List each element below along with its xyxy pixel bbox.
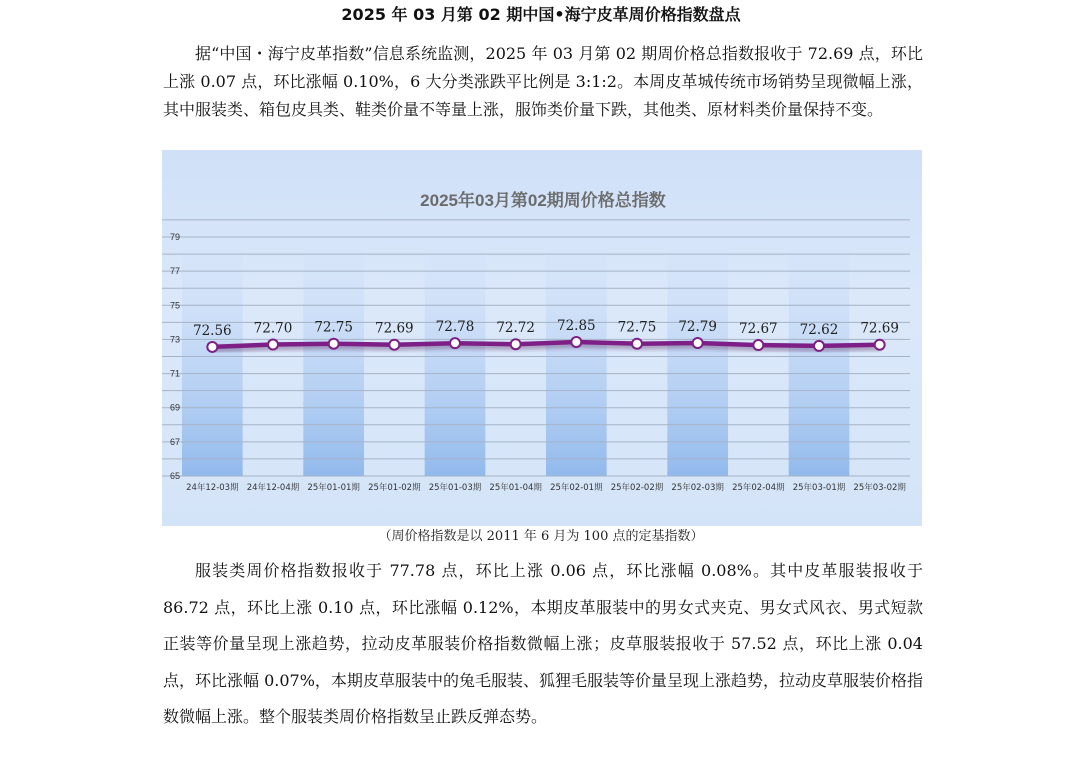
data-point xyxy=(753,340,763,350)
data-label: 72.85 xyxy=(557,317,596,334)
data-label: 72.72 xyxy=(496,320,535,337)
data-label: 72.69 xyxy=(375,320,414,337)
data-label: 72.67 xyxy=(739,321,778,338)
chart-svg xyxy=(162,150,922,526)
x-tick-label: 24年12-03期 xyxy=(186,483,239,493)
x-tick-label: 25年01-01期 xyxy=(307,483,360,493)
data-label: 72.75 xyxy=(617,319,657,336)
chart-caption: （周价格指数是以 2011 年 6 月为 100 点的定基指数） xyxy=(378,529,704,544)
data-point xyxy=(571,337,581,347)
x-tick-label: 25年02-01期 xyxy=(550,483,603,493)
x-tick-label: 25年01-03期 xyxy=(428,483,482,493)
x-tick-label: 25年02-02期 xyxy=(610,483,664,493)
data-label: 72.75 xyxy=(314,319,353,336)
data-point xyxy=(268,340,278,350)
y-tick-label: 71 xyxy=(170,368,181,379)
data-point xyxy=(632,339,642,349)
y-tick-label: 75 xyxy=(170,300,181,311)
x-tick-label: 25年02-03期 xyxy=(671,483,724,493)
data-point xyxy=(875,340,885,350)
data-label: 72.78 xyxy=(435,319,475,336)
data-point xyxy=(207,342,217,352)
apparel-paragraph: 服装类周价格指数报收于 77.78 点，环比上涨 0.06 点，环比涨幅 0.08%。其中皮革服装报收于 86.72 点，环比上涨 0.10 点，环比涨幅 0.12%，本期皮革服装中的男女式夹克、男女式风衣、男式短款正装等价量呈现上涨趋势，拉动皮革服装价格指数微幅上涨；皮草服装报收于 57.52 点，环比上涨 0.04 点，环比涨幅 0.07%，本期皮草服装中的兔毛服装、狐狸毛服装等价量呈现上涨趋势，拉动皮草服装价格指数微幅上涨。整个服装类周价格指数呈止跌反弹态势。 xyxy=(163,561,923,726)
y-tick-label: 69 xyxy=(170,402,181,413)
data-label: 72.62 xyxy=(799,321,839,338)
data-label: 72.56 xyxy=(193,322,232,339)
x-tick-label: 25年03-02期 xyxy=(853,483,906,493)
data-label: 72.79 xyxy=(678,319,717,336)
data-point xyxy=(389,340,399,350)
data-label: 72.69 xyxy=(860,320,899,337)
data-point xyxy=(693,338,703,348)
y-tick-label: 79 xyxy=(170,232,181,242)
data-label: 72.70 xyxy=(253,320,293,337)
data-point xyxy=(511,339,521,349)
document-title: 2025 年 03 月第 02 期中国•海宁皮革周价格指数盘点 xyxy=(341,5,741,24)
y-tick-label: 77 xyxy=(170,266,181,277)
data-point xyxy=(329,339,339,349)
price-index-chart xyxy=(162,150,922,526)
x-tick-label: 24年12-04期 xyxy=(246,483,300,493)
y-tick-label: 67 xyxy=(170,436,181,447)
y-tick-label: 65 xyxy=(170,471,181,481)
x-tick-label: 25年03-01期 xyxy=(792,483,846,493)
chart-title: 2025年03月第02期周价格总指数 xyxy=(420,191,666,210)
x-tick-label: 25年01-02期 xyxy=(368,483,421,493)
intro-paragraph: 据“中国・海宁皮革指数”信息系统监测，2025 年 03 月第 02 期周价格总指数报收于 72.69 点，环比上涨 0.07 点，环比涨幅 0.10%，6 大分类涨跌平比例是 3:1:2。本周皮革城传统市场销势呈现微幅上涨，其中服装类、箱包皮具类、鞋类价量不等量上涨，服饰类价量下跌，其他类、原材料类价量保持不变。 xyxy=(163,44,923,119)
data-point xyxy=(814,341,824,351)
x-tick-label: 25年02-04期 xyxy=(732,483,785,493)
x-tick-label: 25年01-04期 xyxy=(489,483,542,493)
data-point xyxy=(450,338,460,348)
y-tick-label: 73 xyxy=(170,334,181,345)
